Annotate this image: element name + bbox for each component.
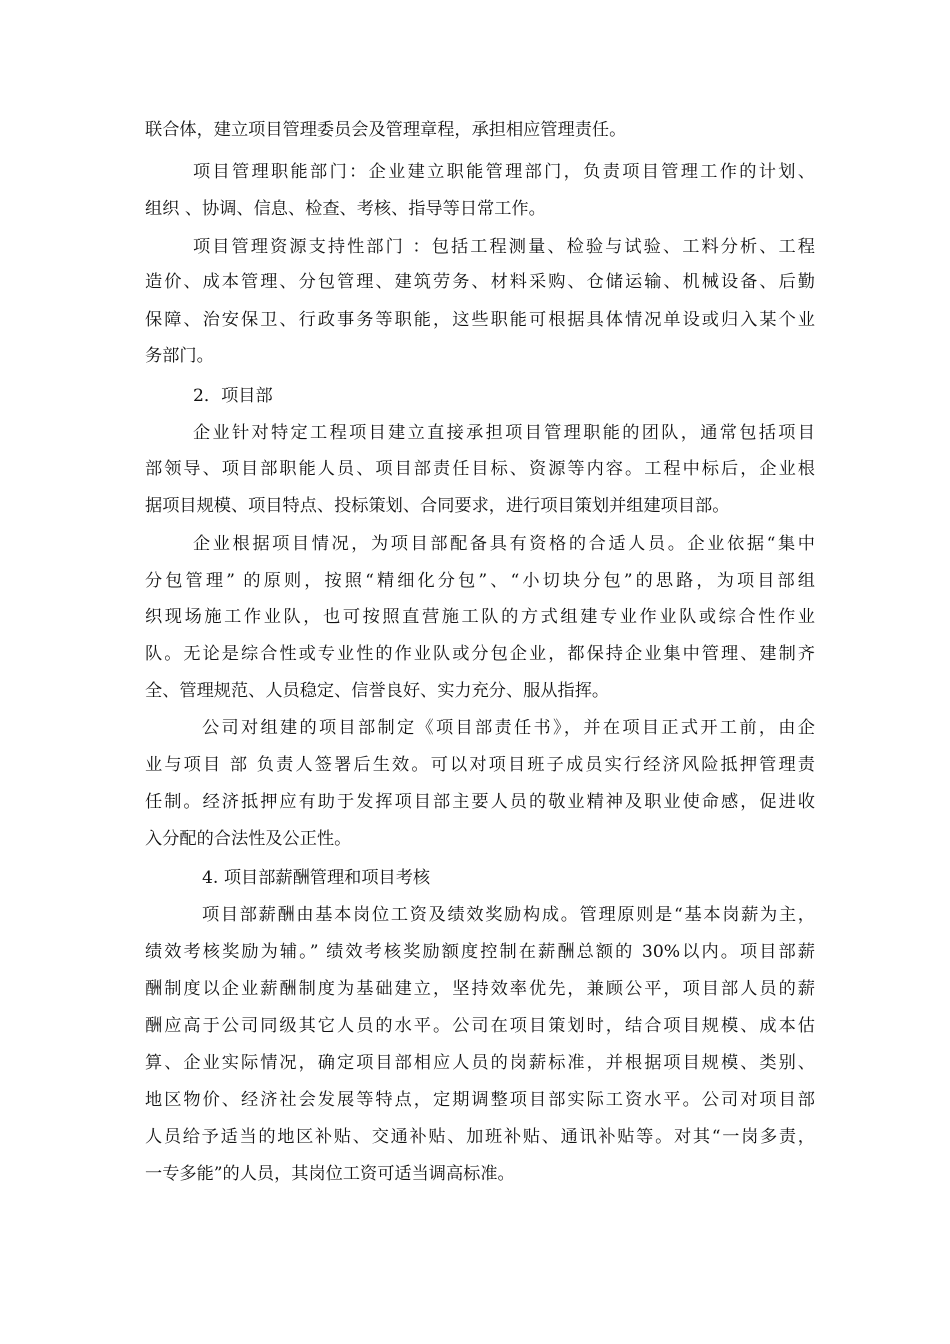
text-line: 酬制度以企业薪酬制度为基础建立，坚持效率优先，兼顾公平，项目部人员的薪: [145, 979, 815, 999]
text-line: 人员给予适当的地区补贴、交通补贴、加班补贴、通讯补贴等。对其“一岗多责，: [145, 1127, 815, 1147]
text-line: 分包管理” 的原则，按照“精细化分包”、“小切块分包”的思路，为项目部组: [145, 571, 815, 591]
text-line: 组织 、协调、信息、检查、考核、指导等日常工作。: [145, 199, 546, 219]
text-line: 保障、治安保卫、行政事务等职能，这些职能可根据具体情况单设或归入某个业: [145, 310, 815, 330]
text-line: 入分配的合法性及公正性。: [145, 829, 352, 849]
text-line: 业与项目 部 负责人签署后生效。可以对项目班子成员实行经济风险抵押管理责: [145, 755, 815, 775]
section-heading: 2．项目部: [193, 386, 273, 406]
text-line: 联合体，建立项目管理委员会及管理章程，承担相应管理责任。: [145, 120, 627, 140]
text-line: 公司对组建的项目部制定《项目部责任书》，并在项目正式开工前，由企: [202, 718, 815, 738]
text-line: 队。无论是综合性或专业性的作业队或分包企业，都保持企业集中管理、建制齐: [145, 644, 815, 664]
text-line: 绩效考核奖励为辅。” 绩效考核奖励额度控制在薪酬总额的 30%以内。项目部薪: [145, 942, 815, 962]
text-line: 任制。经济抵押应有助于发挥项目部主要人员的敬业精神及职业使命感，促进收: [145, 792, 815, 812]
text-line: 织现场施工作业队，也可按照直营施工队的方式组建专业作业队或综合性作业: [145, 607, 815, 627]
text-line: 全、管理规范、人员稳定、信誉良好、实力充分、服从指挥。: [145, 681, 610, 701]
section-heading: 4. 项目部薪酬管理和项目考核: [202, 868, 431, 888]
text-line: 酬应高于公司同级其它人员的水平。公司在项目策划时，结合项目规模、成本估: [145, 1016, 815, 1036]
text-line: 据项目规模、项目特点、投标策划、合同要求，进行项目策划并组建项目部。: [145, 496, 730, 516]
text-line: 地区物价、经济社会发展等特点，定期调整项目部实际工资水平。公司对项目部: [145, 1090, 815, 1110]
text-line: 造价、成本管理、分包管理、建筑劳务、材料采购、仓储运输、机械设备、后勤: [145, 272, 815, 292]
text-line: 部领导、项目部职能人员、项目部责任目标、资源等内容。工程中标后，企业根: [145, 459, 815, 479]
text-line: 企业针对特定工程项目建立直接承担项目管理职能的团队，通常包括项目: [193, 423, 815, 443]
text-line: 项目部薪酬由基本岗位工资及绩效奖励构成。管理原则是“基本岗薪为主，: [202, 905, 815, 925]
text-line: 企业根据项目情况，为项目部配备具有资格的合适人员。企业依据“集中: [193, 534, 815, 554]
text-line: 务部门。: [145, 346, 214, 366]
text-line: 项目管理职能部门：企业建立职能管理部门，负责项目管理工作的计划、: [193, 162, 815, 182]
text-line: 项目管理资源支持性部门 ：包括工程测量、检验与试验、工料分析、工程: [193, 237, 815, 257]
text-line: 算、企业实际情况，确定项目部相应人员的岗薪标准，并根据项目规模、类别、: [145, 1053, 815, 1073]
text-line: 一专多能”的人员，其岗位工资可适当调高标准。: [145, 1164, 515, 1184]
